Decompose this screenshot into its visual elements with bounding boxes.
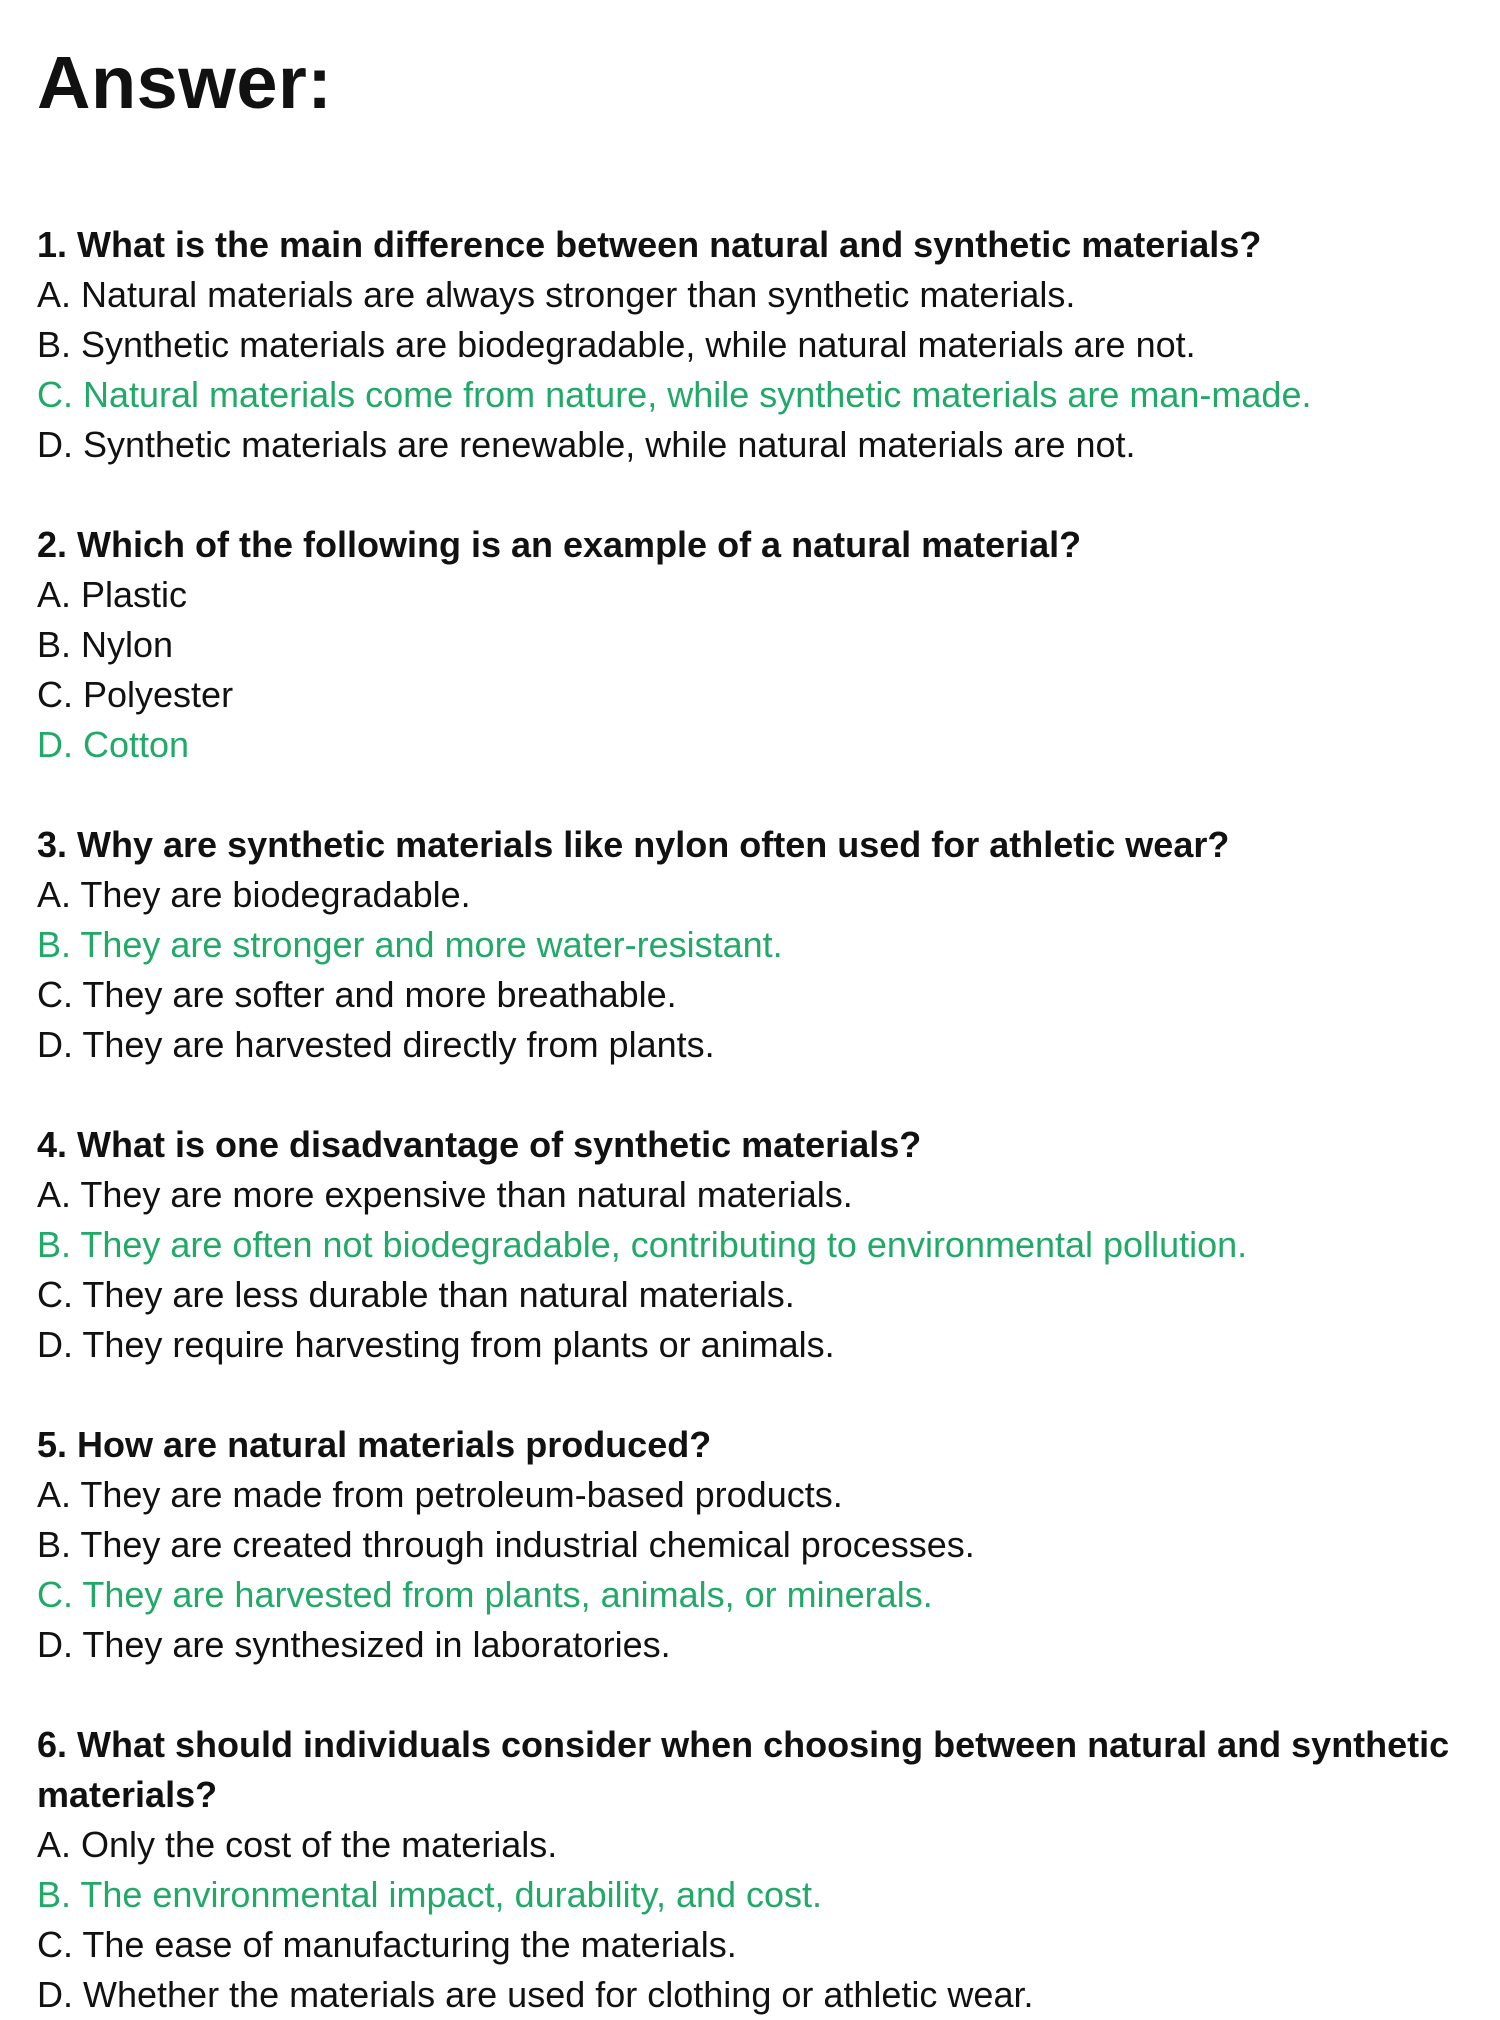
option-a: A. Only the cost of the materials. <box>37 1824 558 1865</box>
option-b-correct: B. They are often not biodegradable, contributing to environmental pollution. <box>37 1224 1248 1265</box>
option-c: C. Polyester <box>37 674 234 715</box>
option-c: C. They are less durable than natural materials. <box>37 1274 795 1315</box>
option-a: A. They are made from petroleum-based products. <box>37 1474 843 1515</box>
option-c-correct: C. They are harvested from plants, animals, or minerals. <box>37 1574 933 1615</box>
option-b-correct: B. They are stronger and more water-resistant. <box>37 924 783 965</box>
option-b: B. Synthetic materials are biodegradable, while natural materials are not. <box>37 324 1196 365</box>
option-d: D. Whether the materials are used for clothing or athletic wear. <box>37 1974 1034 2015</box>
option-b: B. They are created through industrial chemical processes. <box>37 1524 975 1565</box>
question-2 <box>37 520 1500 770</box>
question-6 <box>37 1720 1500 2020</box>
option-c-correct: C. Natural materials come from nature, while synthetic materials are man-made. <box>37 374 1312 415</box>
option-a: A. They are biodegradable. <box>37 874 471 915</box>
question-5 <box>37 1420 1500 1670</box>
question-4 <box>37 1120 1500 1370</box>
question-1 <box>37 220 1500 470</box>
option-c: C. The ease of manufacturing the materials. <box>37 1924 737 1965</box>
option-a: A. Plastic <box>37 574 188 615</box>
question-text: 2. Which of the following is an example of a natural material? <box>37 524 1082 565</box>
option-a: A. Natural materials are always stronger than synthetic materials. <box>37 274 1076 315</box>
question-text: 1. What is the main difference between natural and synthetic materials? <box>37 224 1262 265</box>
option-d: D. They require harvesting from plants or animals. <box>37 1324 835 1365</box>
question-text: 5. How are natural materials produced? <box>37 1424 712 1465</box>
question-text: 6. What should individuals consider when choosing between natural and synthetic materials? <box>37 1724 1450 1815</box>
option-a: A. They are more expensive than natural materials. <box>37 1174 853 1215</box>
option-c: C. They are softer and more breathable. <box>37 974 677 1015</box>
option-d: D. They are harvested directly from plants. <box>37 1024 715 1065</box>
page-title: Answer: <box>37 41 333 124</box>
question-text: 4. What is one disadvantage of synthetic materials? <box>37 1124 922 1165</box>
question-text: 3. Why are synthetic materials like nylon often used for athletic wear? <box>37 824 1230 865</box>
option-d-correct: D. Cotton <box>37 724 190 765</box>
option-d: D. They are synthesized in laboratories. <box>37 1624 671 1665</box>
option-b-correct: B. The environmental impact, durability, and cost. <box>37 1874 823 1915</box>
option-b: B. Nylon <box>37 624 174 665</box>
option-d: D. Synthetic materials are renewable, while natural materials are not. <box>37 424 1136 465</box>
question-3 <box>37 820 1500 1070</box>
